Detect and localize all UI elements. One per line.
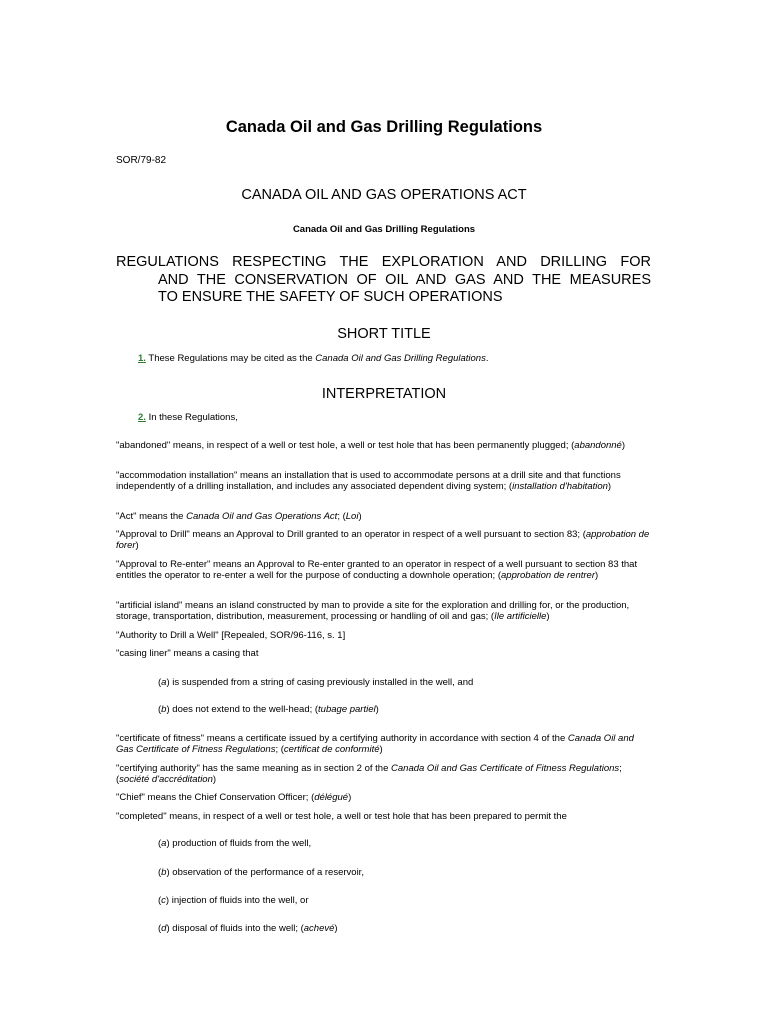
def-act-end: ) <box>358 511 362 522</box>
def-act-fr: Loi <box>345 511 359 522</box>
section-2-text: In these Regulations, <box>145 412 238 423</box>
casing-liner-b-fr: tubage partiel <box>318 704 376 715</box>
def-approval-to-reenter <box>116 559 652 581</box>
def-abandoned-end: ) <box>621 440 626 451</box>
def-approval-drill-fr: approbation de forer <box>116 529 650 551</box>
def-chief-fr: délégué <box>314 792 349 803</box>
def-chief-end: ) <box>348 792 352 803</box>
para-open: ( <box>158 895 162 906</box>
section-2-link[interactable]: 2. <box>138 412 146 423</box>
def-artificial-island-end: ) <box>546 611 550 622</box>
para-close: ) <box>166 704 170 715</box>
def-certifying-mid: ; ( <box>116 763 622 785</box>
def-certificate-of-fitness <box>116 733 652 755</box>
def-certifying-authority <box>116 763 652 785</box>
def-approval-reenter-end: ) <box>595 570 599 581</box>
def-abandoned-fr: abandonné <box>574 440 622 451</box>
def-approval-reenter-fr: approbation de rentrer <box>501 570 596 581</box>
def-certificate-end: ) <box>379 744 383 755</box>
def-accommodation-fr: installation d'habitation <box>512 481 608 492</box>
def-approval-drill-text: "Approval to Drill" means an Approval to Drill granted to an operator in respect of a well pursuant to section 83; ( <box>116 529 586 540</box>
para-c-label: c <box>161 895 166 906</box>
completed-d-end: ) <box>334 923 338 934</box>
casing-liner-para-b <box>158 704 379 715</box>
def-accommodation-installation <box>116 470 652 492</box>
def-act-mid: ; ( <box>337 511 346 522</box>
para-close: ) <box>166 923 170 934</box>
completed-d-fr: achevé <box>303 923 335 934</box>
def-chief <box>116 792 652 803</box>
section-1-end: . <box>485 353 489 364</box>
long-title-line-2: AND THE CONSERVATION OF OIL AND GAS AND THE MEASURES <box>158 271 651 288</box>
completed-para-c <box>158 895 309 906</box>
def-approval-drill-end: ) <box>135 540 139 551</box>
section-1-link[interactable]: 1. <box>138 353 146 364</box>
long-title-line-1: REGULATIONS RESPECTING THE EXPLORATION AND DRILLING FOR <box>116 254 651 270</box>
para-a-label: a <box>161 838 167 849</box>
def-abandoned <box>116 440 652 451</box>
def-completed: "completed" means, in respect of a well or test hole, a well or test hole that has been prepared to permit the <box>116 811 567 822</box>
para-close: ) <box>166 838 170 849</box>
long-title <box>116 254 651 307</box>
def-certifying-fr: société d'accréditation <box>119 774 213 785</box>
def-certificate-mid: ; ( <box>275 744 284 755</box>
section-1-italic: Canada Oil and Gas Drilling Regulations <box>315 353 486 364</box>
section-1 <box>138 353 489 365</box>
short-title-heading: SHORT TITLE <box>337 326 431 342</box>
def-certificate-text: "certificate of fitness" means a certificate issued by a certifying authority in accordance with section 4 of the <box>116 733 568 744</box>
para-open: ( <box>158 838 162 849</box>
def-certifying-italic: Canada Oil and Gas Certificate of Fitness Regulations <box>391 763 620 774</box>
para-a-label: a <box>161 677 167 688</box>
completed-b-text: observation of the performance of a reservoir, <box>169 867 364 878</box>
regulations-subtitle: Canada Oil and Gas Drilling Regulations <box>292 224 476 235</box>
def-certifying-end: ) <box>212 774 217 785</box>
casing-liner-b-end: ) <box>375 704 379 715</box>
def-certificate-fr: certificat de conformité <box>283 744 380 755</box>
para-open: ( <box>158 677 162 688</box>
def-act-text: "Act" means the <box>116 511 187 522</box>
def-approval-to-drill <box>116 529 652 551</box>
def-act-italic: Canada Oil and Gas Operations Act <box>186 511 338 522</box>
para-close: ) <box>166 867 170 878</box>
def-certificate-italic: Canada Oil and Gas Certificate of Fitness Regulations <box>116 733 634 755</box>
def-authority-to-drill: "Authority to Drill a Well" [Repealed, SOR/96-116, s. 1] <box>116 630 346 641</box>
para-open: ( <box>158 704 162 715</box>
casing-liner-para-a <box>158 677 473 688</box>
def-certifying-text: "certifying authority" has the same meaning as in section 2 of the <box>116 763 392 774</box>
def-artificial-island-text: "artificial island" means an island constructed by man to provide a site for the exploration and drilling for, or the production, storage, transportation, distribution, measurement, processing or handling of oil and gas; ( <box>116 600 630 622</box>
completed-para-b <box>158 867 364 878</box>
completed-para-a <box>158 838 311 849</box>
casing-liner-b-text: does not extend to the well-head; ( <box>169 704 319 715</box>
completed-a-text: production of fluids from the well, <box>169 838 312 849</box>
section-2 <box>138 412 238 424</box>
def-act <box>116 511 652 522</box>
para-open: ( <box>158 867 162 878</box>
completed-para-d <box>158 923 338 934</box>
para-b-label: b <box>161 704 167 715</box>
para-b-label: b <box>161 867 167 878</box>
def-approval-reenter-text: "Approval to Re-enter" means an Approval to Re-enter granted to an operator in respect of a well pursuant to section 83 that entitles the operator to re-enter a well for the purpose of conducting a downhole operation; ( <box>116 559 638 581</box>
completed-c-text: injection of fluids into the well, or <box>169 895 309 906</box>
para-d-label: d <box>161 923 167 934</box>
sor-number: SOR/79-82 <box>116 155 167 166</box>
para-open: ( <box>158 923 162 934</box>
def-casing-liner: "casing liner" means a casing that <box>116 648 259 659</box>
def-abandoned-text: "abandoned" means, in respect of a well or test hole, a well or test hole that has been permanently plugged; ( <box>116 440 575 451</box>
long-title-line-3: TO ENSURE THE SAFETY OF SUCH OPERATIONS <box>158 289 503 305</box>
def-accommodation-text: "accommodation installation" means an installation that is used to accommodate persons at a drill site and that functions independently of a drilling installation, and includes any associated dependent diving system; ( <box>116 470 621 492</box>
def-artificial-island <box>116 600 652 622</box>
act-title: CANADA OIL AND GAS OPERATIONS ACT <box>241 187 527 203</box>
para-close: ) <box>165 895 170 906</box>
interpretation-heading: INTERPRETATION <box>321 386 447 402</box>
def-chief-text: "Chief" means the Chief Conservation Officer; ( <box>116 792 315 803</box>
casing-liner-a-text: is suspended from a string of casing previously installed in the well, and <box>169 677 474 688</box>
para-close: ) <box>166 677 170 688</box>
def-artificial-island-fr: île artificielle <box>494 611 547 622</box>
section-1-text: These Regulations may be cited as the <box>145 353 316 364</box>
def-accommodation-end: ) <box>607 481 612 492</box>
document-title: Canada Oil and Gas Drilling Regulations <box>225 118 543 136</box>
completed-d-text: disposal of fluids into the well; ( <box>169 923 304 934</box>
